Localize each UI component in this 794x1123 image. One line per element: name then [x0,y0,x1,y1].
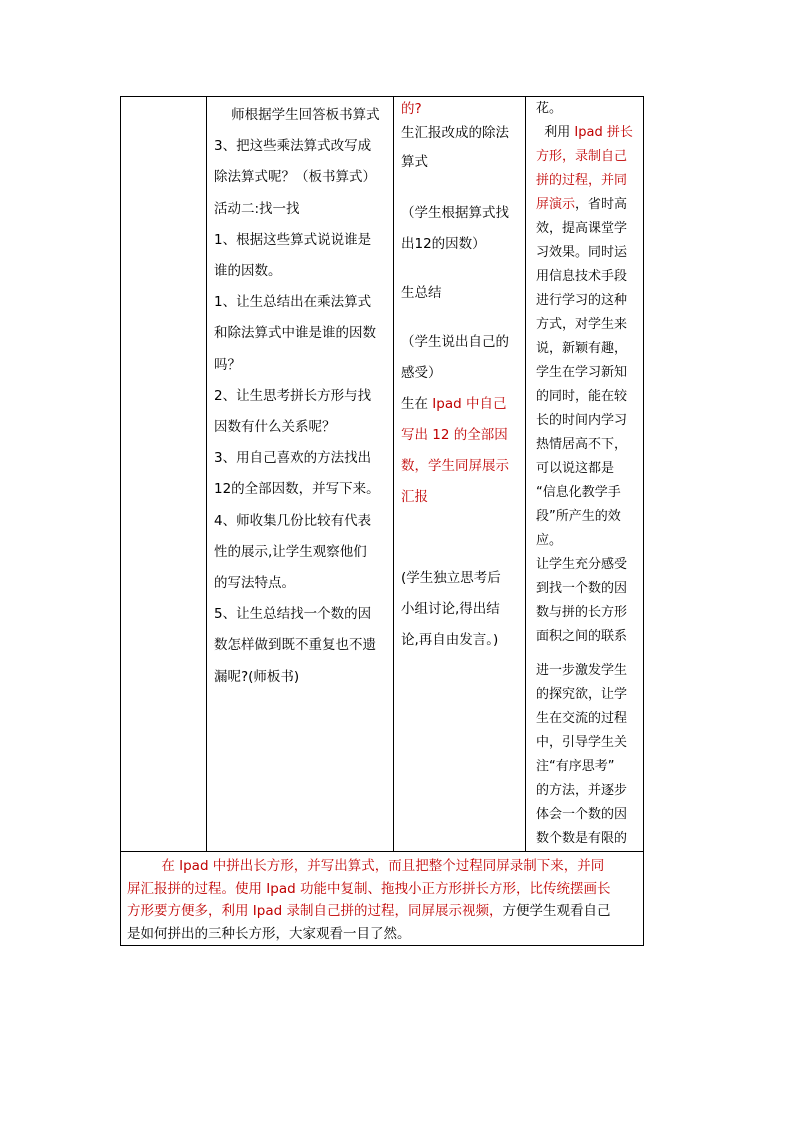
intent-line: 中，引导学生关 [536,735,628,750]
intent-line: 到找一个数的因 [536,581,628,596]
intent-line: 屏演示，省时高 [536,197,628,212]
intent-line: 数个数是有限的 [536,831,628,846]
teacher-line: 的写法特点。 [214,575,295,592]
teacher-line: 吗？ [214,356,241,373]
intent-line: 体会一个数的因 [536,807,628,822]
intent-line: 用信息技术手段 [536,269,628,284]
intent-line: 的同时，能在较 [536,389,628,404]
summary-line: 在 Ipad 中拼出长方形，并写出算式，而且把整个过程同屏录制下来，并同 [127,858,605,874]
student-line: 生汇报改成的除法 [401,125,509,141]
student-line: （学生根据算式找 [401,205,509,221]
student-line: 感受） [401,365,442,381]
teacher-line: 1、让生总结出在乘法算式 [214,294,372,311]
student-line: 算式 [401,154,428,170]
summary-cell [121,852,644,946]
intent-line: 注“有序思考” [536,759,615,774]
intent-line: 的方法，并逐步 [536,783,628,798]
intent-line: 长的时间内学习 [536,413,628,428]
student-line: 汇报 [401,489,428,505]
intent-line: 效，提高课堂学 [536,221,628,236]
intent-line: 方形，录制自己 [536,149,628,164]
intent-line: 热情居高不下， [536,437,628,452]
student-line: 写出 12 的全部因 [401,427,508,443]
summary-line: 是如何拼出的三种长方形，大家观看一目了然。 [127,925,411,942]
student-line: 数，学生同屏展示 [401,458,509,474]
teacher-line: 12的全部因数，并写下来。 [214,481,380,498]
teacher-line: 除法算式呢？（板书算式） [214,169,376,186]
teacher-line: 2、让生思考拼长方形与找 [214,387,372,404]
intent-line: 段”所产生的效 [536,509,621,524]
student-line: (学生独立思考后 [401,570,501,586]
teacher-line: 和除法算式中谁是谁的因数 [214,325,376,342]
teacher-line: 数怎样做到既不重复也不遗 [214,637,376,654]
student-line: 生在 Ipad 中自己 [401,396,507,412]
teacher-line: 4、师收集几份比较有代表 [214,512,372,529]
teacher-line: 5、让生总结找一个数的因 [214,606,372,623]
intent-line: 利用 Ipad 拼长 [536,125,633,140]
student-line: 的? [401,101,422,117]
design-intent-cell [526,97,644,852]
intent-line: 习效果。同时运 [536,245,628,260]
teacher-line: 性的展示,让学生观察他们 [214,543,367,560]
teacher-line: 3、把这些乘法算式改写成 [214,138,372,155]
intent-line: 让学生充分感受 [536,557,628,572]
intent-line: 进一步激发学生 [536,663,628,678]
intent-line: 进行学习的这种 [536,293,628,308]
main-row [121,97,644,852]
summary-line: 屏汇报拼的过程。使用 Ipad 功能中复制、拖拽小正方形拼长方形，比传统摆画长 [127,880,611,897]
teacher-line: 谁的因数。 [214,263,282,280]
summary-row [121,852,644,946]
empty-first-column [121,97,207,852]
student-line: 生总结 [401,285,442,301]
lesson-plan-table [120,96,644,946]
intent-line: 方式，对学生来 [536,317,628,332]
teacher-line: 活动二:找一找 [214,200,300,217]
teacher-line: 3、用自己喜欢的方法找出 [214,450,372,467]
intent-line: 生在交流的过程 [536,711,628,726]
intent-line: “信息化教学手 [536,485,621,500]
teacher-activity-cell [207,97,394,852]
intent-line: 数与拼的长方形 [536,605,628,620]
student-line: 小组讨论,得出结 [401,601,500,617]
intent-line: 学生在学习新知 [536,365,628,380]
intent-line: 可以说这都是 [536,461,615,476]
teacher-line: 因数有什么关系呢？ [214,419,336,436]
intent-line: 面积之间的联系 [536,629,628,644]
student-line: （学生说出自己的 [401,334,509,350]
teacher-line: 1、根据这些算式说说谁是 [214,231,372,248]
teacher-line: 师根据学生回答板书算式 [214,107,380,123]
student-activity-cell [394,97,526,852]
intent-line: 拼的过程，并同 [536,173,628,188]
summary-line: 方形要方便多，利用 Ipad 录制自己拼的过程，同屏展示视频，方便学生观看自己 [127,903,611,919]
intent-line: 的探究欲，让学 [536,687,628,702]
intent-line: 花。 [536,101,563,116]
teacher-line: 漏呢?(师板书) [214,668,300,685]
student-line: 出12的因数） [401,236,486,252]
intent-line: 说，新颖有趣， [536,341,628,356]
student-line: 论,再自由发言。) [401,632,499,648]
intent-line: 应。 [536,533,563,548]
